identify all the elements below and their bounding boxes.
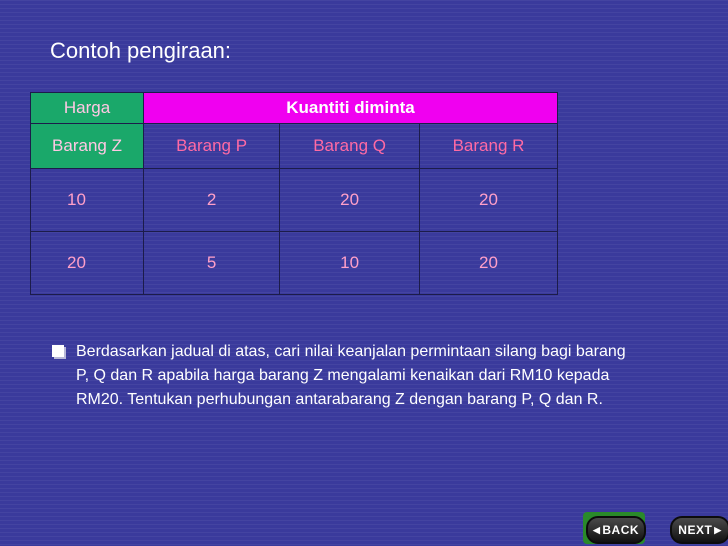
demand-table: [30, 92, 558, 295]
arrow-left-icon: ◀: [592, 524, 601, 535]
column-header-barang-r: Barang R: [419, 124, 557, 169]
table-cell: 20: [419, 169, 557, 232]
table-subheader-row: [31, 124, 558, 169]
column-header-barang-q: Barang Q: [280, 124, 420, 169]
table-cell: 2: [144, 169, 280, 232]
table-header-row: [31, 93, 558, 124]
back-button[interactable]: [586, 516, 646, 544]
column-header-barang-z: Barang Z: [31, 124, 144, 169]
table-cell: 20: [31, 232, 144, 295]
square-bullet-icon: [52, 345, 64, 357]
table-row: [31, 232, 558, 295]
description-text: Berdasarkan jadual di atas, cari nilai keanjalan permintaan silang bagi barang P, Q dan R apabila harga barang Z mengalami kenaikan dari RM10 kepada RM20. Tentukan perhubungan antarabarang Z dengan barang P, Q dan R.: [76, 343, 626, 408]
back-button-label: BACK: [602, 523, 640, 537]
table-cell: 20: [280, 169, 420, 232]
kuantiti-header: Kuantiti diminta: [144, 93, 558, 124]
harga-header: Harga: [31, 93, 144, 124]
table-cell: 10: [280, 232, 420, 295]
description-block: [52, 340, 632, 412]
table-cell: 20: [419, 232, 557, 295]
column-header-barang-p: Barang P: [144, 124, 280, 169]
arrow-right-icon: ▶: [714, 524, 722, 535]
table-cell: 5: [144, 232, 280, 295]
table-cell: 10: [31, 169, 144, 232]
slide-title: Contoh pengiraan:: [50, 38, 232, 63]
next-button[interactable]: [670, 516, 728, 544]
next-button-label: NEXT: [678, 523, 713, 537]
table-row: [31, 169, 558, 232]
